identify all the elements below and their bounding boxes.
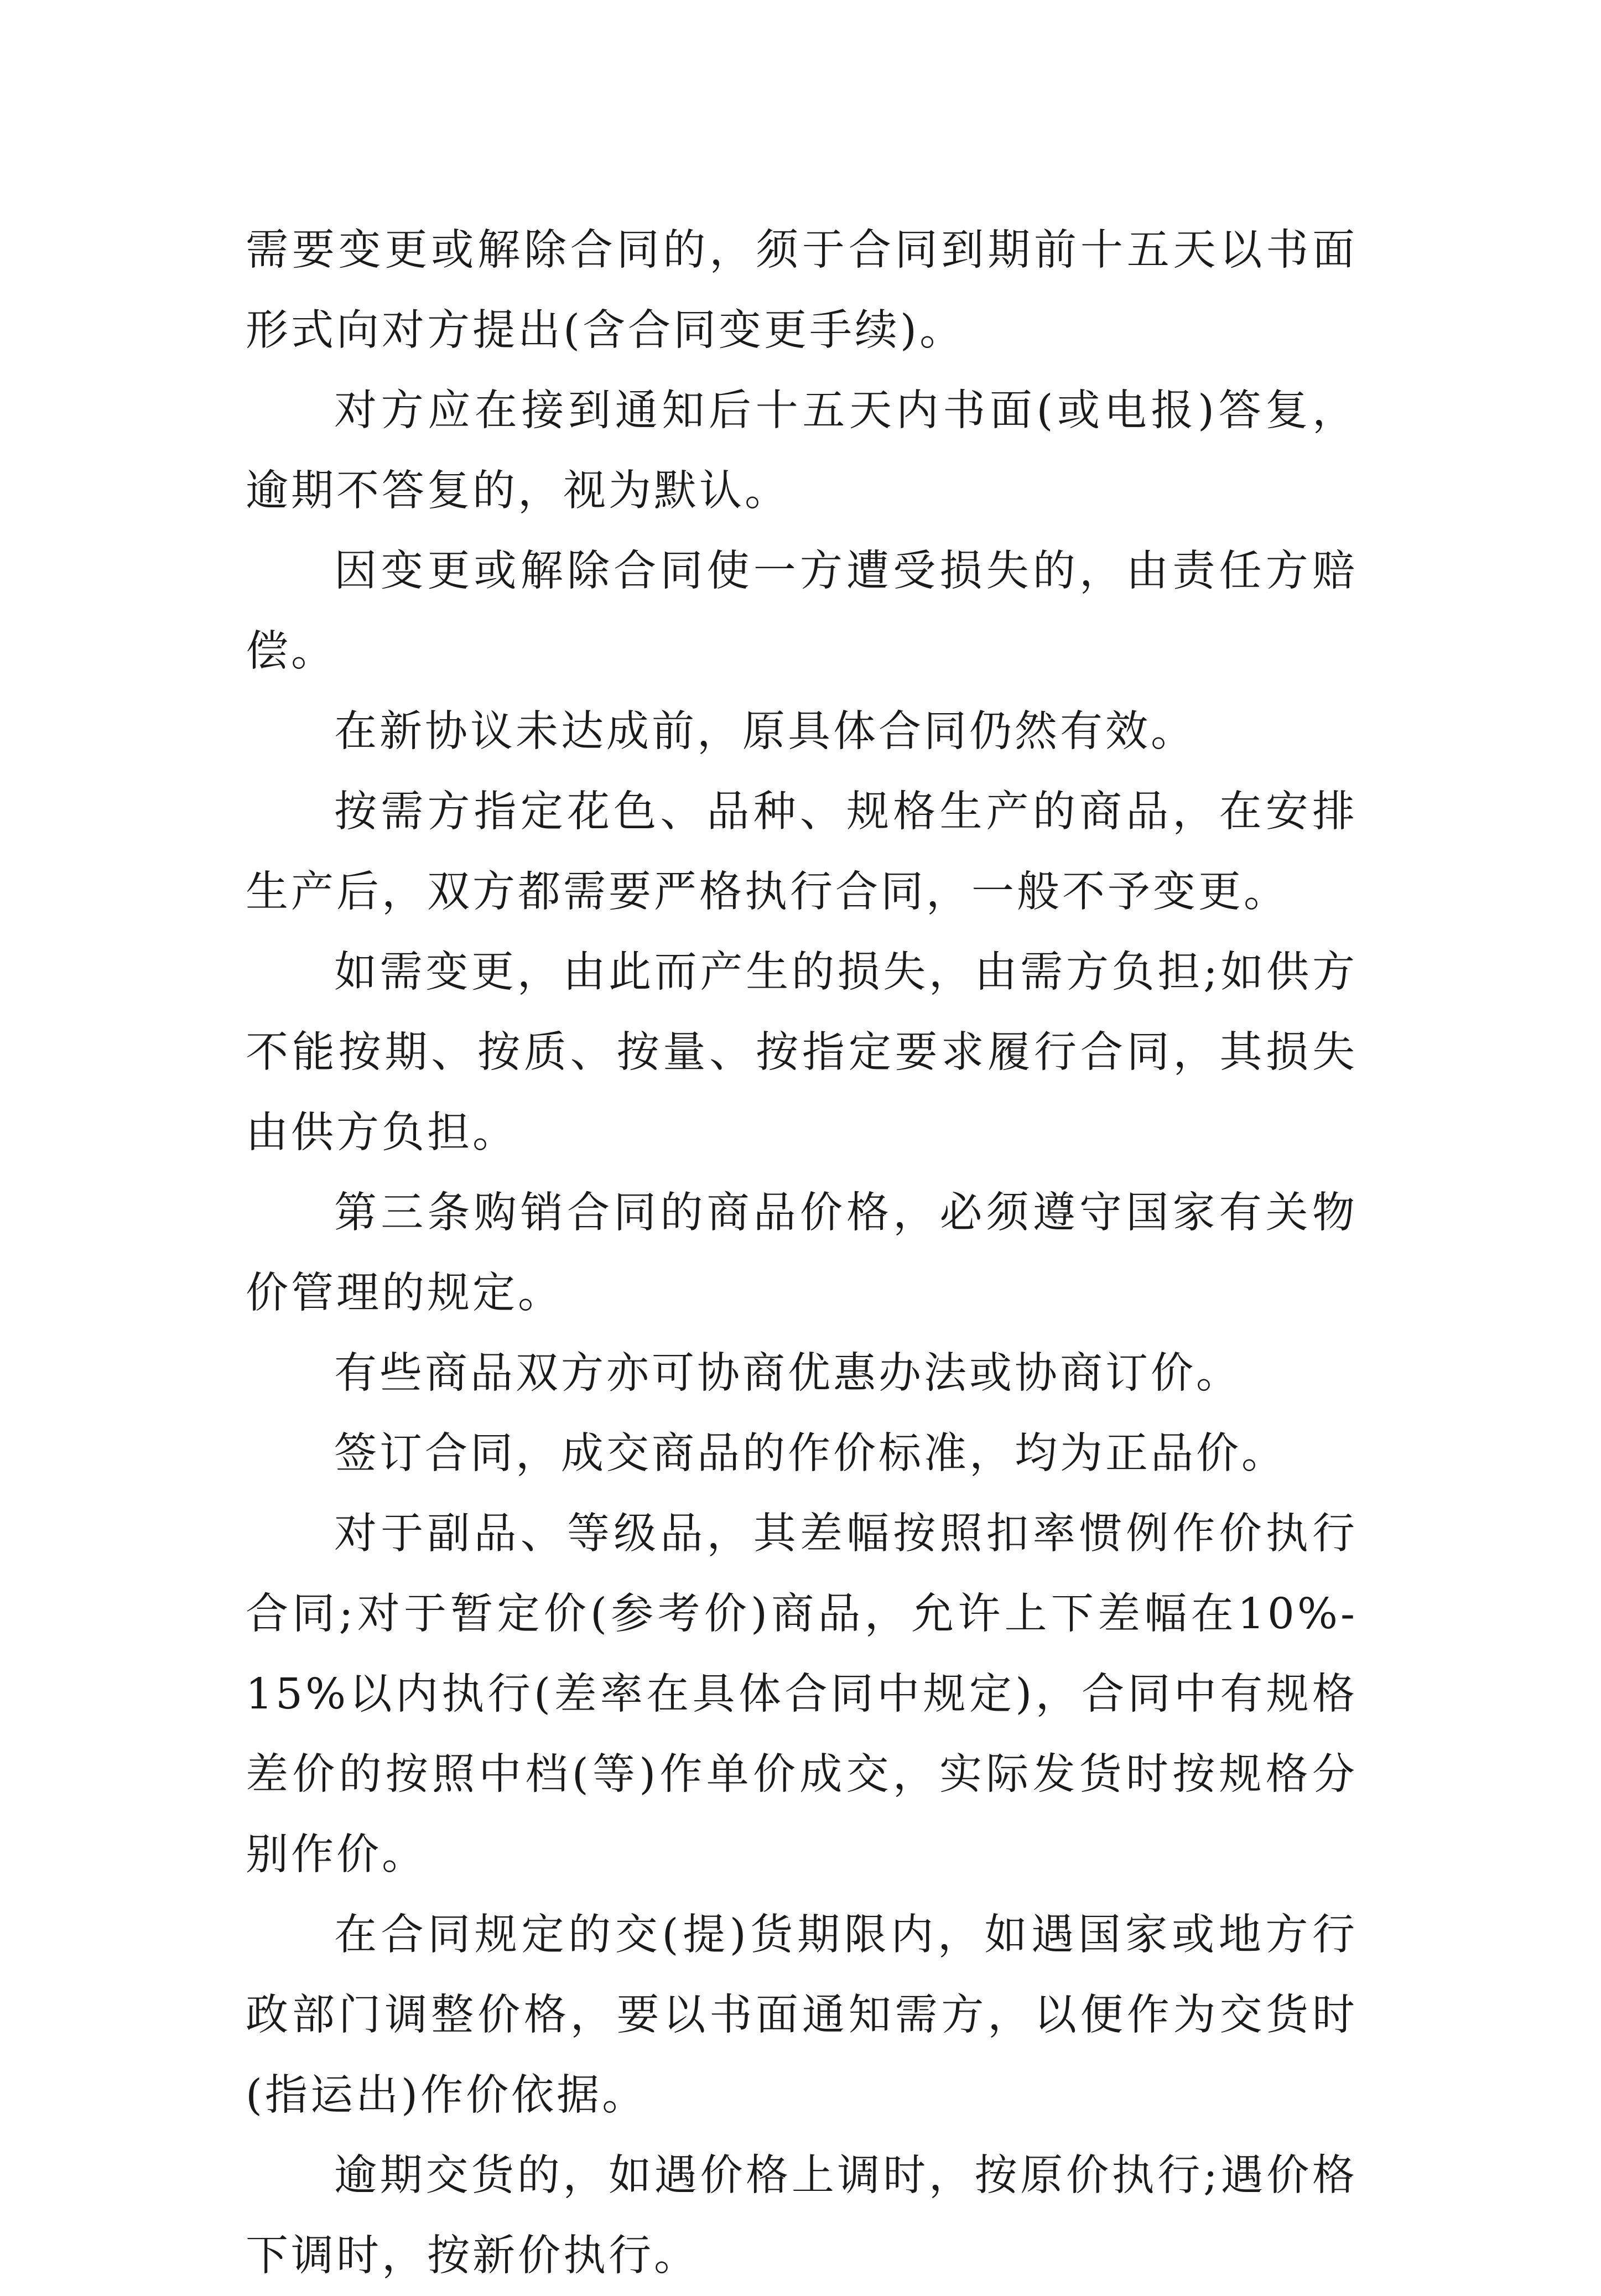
paragraph-preferential-pricing: 有些商品双方亦可协商优惠办法或协商订价。	[334, 1349, 1241, 1398]
paragraph-loss-bearing: 如需变更，由此而产生的损失，由需方负担;如供方不能按期、按质、按量、按指定要求履行合同，其损失由供方负担。	[246, 948, 1358, 1157]
paragraph-article-three: 第三条购销合同的商品价格，必须遵守国家有关物价管理的规定。	[246, 1188, 1358, 1318]
paragraph-overdue-delivery: 逾期交货的，如遇价格上调时，按原价执行;遇价格下调时，按新价执行。	[246, 2151, 1358, 2281]
paragraph-reply-deadline: 对方应在接到通知后十五天内书面(或电报)答复，逾期不答复的，视为默认。	[246, 386, 1358, 516]
paragraph-change-or-terminate: 需要变更或解除合同的，须于合同到期前十五天以书面形式向对方提出(含合同变更手续)。	[246, 226, 1358, 355]
document-body	[246, 210, 1358, 2296]
paragraph-contract-validity: 在新协议未达成前，原具体合同仍然有效。	[334, 707, 1196, 756]
paragraph-secondary-goods: 对于副品、等级品，其差幅按照扣率惯例作价执行合同;对于暂定价(参考价)商品，允许上下差幅在10%-15%以内执行(差率在具体合同中规定)，合同中有规格差价的按照中档(等)作单价成交，实际发货时按规格分别作价。	[246, 1509, 1358, 1879]
paragraph-specified-goods: 按需方指定花色、品种、规格生产的商品，在安排生产后，双方都需要严格执行合同，一般不予变更。	[246, 787, 1358, 917]
paragraph-loss-compensation: 因变更或解除合同使一方遭受损失的，由责任方赔偿。	[246, 547, 1358, 676]
paragraph-price-adjustment: 在合同规定的交(提)货期限内，如遇国家或地方行政部门调整价格，要以书面通知需方，以便作为交货时(指运出)作价依据。	[246, 1910, 1358, 2120]
paragraph-pricing-standard: 签订合同，成交商品的作价标准，均为正品价。	[334, 1429, 1287, 1478]
